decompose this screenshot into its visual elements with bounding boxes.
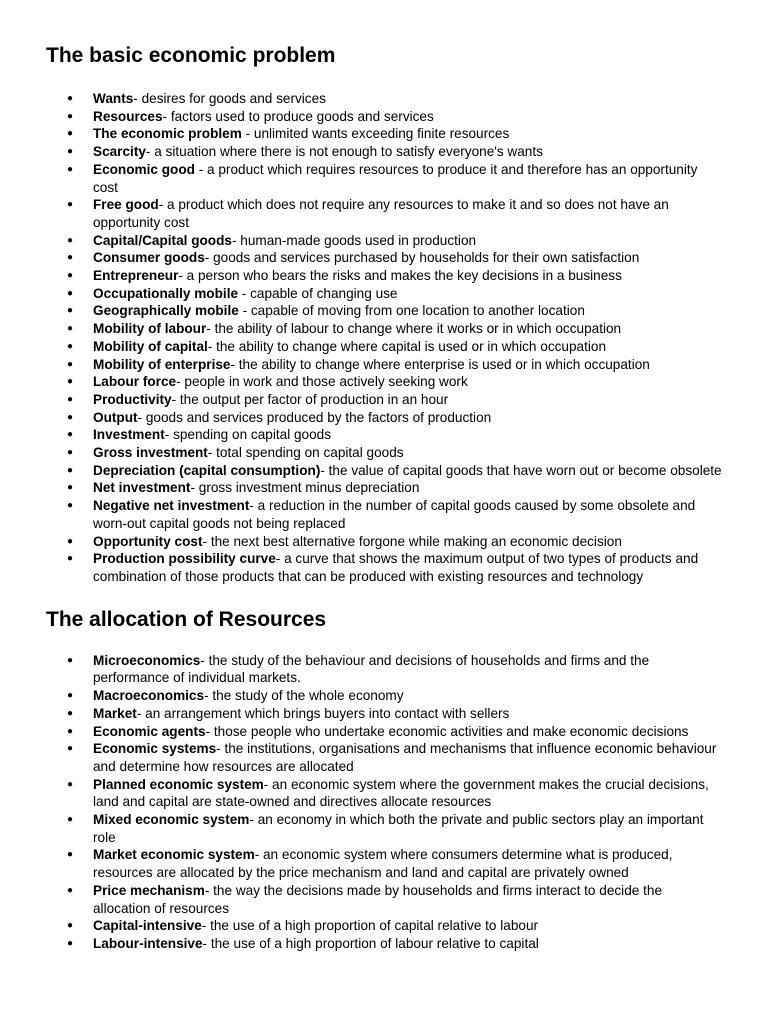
definition-term: Entrepreneur (93, 268, 179, 284)
definition-text: - the study of the behaviour and decisions of households and firms and the performance of individual markets. (93, 652, 650, 686)
definition-item (46, 811, 722, 846)
definition-term: Mixed economic system (93, 812, 250, 828)
definition-term: Net investment (93, 480, 191, 496)
definition-text: - goods and services purchased by households for their own satisfaction (204, 250, 640, 266)
definition-item (46, 90, 722, 108)
definition-text: - capable of changing use (238, 285, 398, 301)
definition-item (46, 338, 722, 356)
definition-text: - the institutions, organisations and mechanisms that influence economic behaviour and determine how resources are allocated (93, 741, 717, 774)
definition-term: Output (93, 409, 138, 425)
definition-text: - the ability to change where enterprise is used or in which occupation (230, 356, 650, 372)
definition-term: Mobility of enterprise (93, 356, 231, 372)
definition-item (46, 705, 722, 723)
definition-text: - those people who undertake economic activities and make economic decisions (205, 723, 689, 739)
definition-item (46, 391, 722, 409)
definition-text: - a situation where there is not enough to satisfy everyone's wants (145, 144, 543, 160)
definition-text: - total spending on capital goods (207, 445, 404, 461)
definition-item (46, 196, 722, 231)
definition-text: - people in work and those actively seeking work (176, 374, 468, 390)
section-heading-basic-economic-problem: The basic economic problem (46, 44, 336, 67)
definition-text: - the use of a high proportion of labour relative to capital (202, 935, 539, 951)
definition-text: - a reduction in the number of capital goods caused by some obsolete and worn-out capital goods not being replaced (93, 498, 696, 531)
definition-term: Opportunity cost (93, 533, 203, 549)
definition-item (46, 232, 722, 250)
definition-term: Economic agents (93, 723, 206, 739)
definition-text: - unlimited wants exceeding finite resources (241, 126, 510, 142)
definition-text: - the study of the whole economy (204, 688, 404, 704)
definition-term: Mobility of capital (93, 338, 208, 354)
definition-text: - the way the decisions made by households and firms interact to decide the allocation of resources (93, 882, 662, 916)
definition-term: Scarcity (93, 144, 146, 160)
definition-item (46, 550, 722, 585)
definition-term: Economic systems (93, 741, 217, 757)
definition-text: - the next best alternative forgone while making an economic decision (202, 533, 622, 549)
definition-text: - the value of capital goods that have worn out or become obsolete (320, 462, 722, 478)
definition-term: Microeconomics (93, 652, 201, 668)
definition-item (46, 479, 722, 497)
definition-item (46, 108, 722, 126)
definition-item (46, 846, 722, 881)
definition-text: - spending on capital goods (164, 427, 332, 443)
definition-text: - a product which does not require any resources to make it and so does not have an opportunity cost (93, 197, 669, 230)
definition-text: - a curve that shows the maximum output of two types of products and combination of those products that can be produced with existing resources and technology (93, 551, 699, 584)
definition-item (46, 125, 722, 143)
definition-item (46, 882, 722, 917)
definition-text: - human-made goods used in production (231, 232, 477, 248)
definition-term: Labour force (93, 374, 177, 390)
definition-text: - the output per factor of production in an hour (171, 391, 449, 407)
definition-text: - the ability of labour to change where it works or in which occupation (206, 321, 622, 337)
definition-text: - capable of moving from one location to another location (238, 303, 585, 319)
definition-text: - the use of a high proportion of capital relative to labour (201, 918, 539, 934)
definition-item (46, 740, 722, 775)
definition-term: Capital/Capital goods (93, 232, 232, 248)
section-heading-allocation-of-resources: The allocation of Resources (46, 607, 327, 631)
definition-text: - an economy in which both the private and public sectors play an important role (93, 812, 704, 845)
definition-item (46, 320, 722, 338)
definition-item (46, 497, 722, 532)
definition-item (46, 426, 722, 444)
definition-text: - goods and services produced by the factors of production (137, 409, 492, 425)
definition-item (46, 462, 722, 480)
definition-term: Occupationally mobile (93, 285, 239, 301)
definition-item (46, 267, 722, 285)
definition-term: Consumer goods (93, 250, 205, 266)
definition-term: Market economic system (93, 847, 255, 863)
definition-item (46, 533, 722, 551)
definition-text: - an economic system where consumers determine what is produced, resources are allocated by the price mechanism and land and capital are privately owned (93, 847, 673, 881)
definition-item (46, 409, 722, 427)
definition-term: Macroeconomics (93, 688, 205, 704)
definition-item (46, 285, 722, 303)
definition-item (46, 356, 722, 374)
definition-text: - gross investment minus depreciation (190, 480, 420, 496)
definition-term: Wants (93, 91, 134, 106)
definition-term: Depreciation (capital consumption) (93, 462, 321, 478)
definitions-list-basic-economic-problem (46, 90, 728, 586)
definition-term: Labour-intensive (93, 935, 203, 951)
definition-term: Capital-intensive (93, 918, 202, 934)
definition-text: - an arrangement which brings buyers into contact with sellers (136, 705, 510, 721)
definition-term: Resources (93, 108, 163, 124)
definition-text: - a product which requires resources to produce it and therefore has an opportunity cost (93, 161, 698, 195)
definition-term: Productivity (93, 391, 172, 407)
definition-text: - an economic system where the government makes the crucial decisions, land and capital are state-owned and directives allocate resources (93, 776, 709, 810)
definition-item (46, 143, 722, 161)
definition-item (46, 249, 722, 267)
definition-term: Market (93, 705, 137, 721)
definition-item (46, 373, 722, 391)
definition-text: - a person who bears the risks and makes the key decisions in a business (178, 268, 622, 284)
definition-term: Planned economic system (93, 776, 264, 792)
definition-item (46, 723, 722, 741)
definition-item (46, 161, 722, 196)
definitions-list-allocation-of-resources (46, 652, 728, 953)
definition-term: Economic good (93, 161, 195, 177)
definition-text: - the ability to change where capital is used or in which occupation (207, 338, 607, 354)
definition-item (46, 302, 722, 320)
definition-term: Mobility of labour (93, 321, 207, 337)
definition-item (46, 917, 722, 935)
definition-item (46, 652, 722, 687)
definition-item (46, 444, 722, 462)
definition-term: Price mechanism (93, 882, 205, 898)
definition-term: Geographically mobile (93, 303, 239, 319)
definition-item (46, 687, 722, 705)
definition-term: The economic problem (93, 126, 242, 142)
definition-term: Production possibility curve (93, 551, 276, 567)
definition-text: - desires for goods and services (133, 91, 326, 106)
definition-term: Free good (93, 197, 159, 213)
definition-term: Investment (93, 427, 165, 443)
definition-item (46, 776, 722, 811)
definition-item (46, 935, 722, 953)
definition-text: - factors used to produce goods and services (162, 108, 434, 124)
definition-term: Gross investment (93, 445, 208, 461)
definition-term: Negative net investment (93, 498, 250, 514)
